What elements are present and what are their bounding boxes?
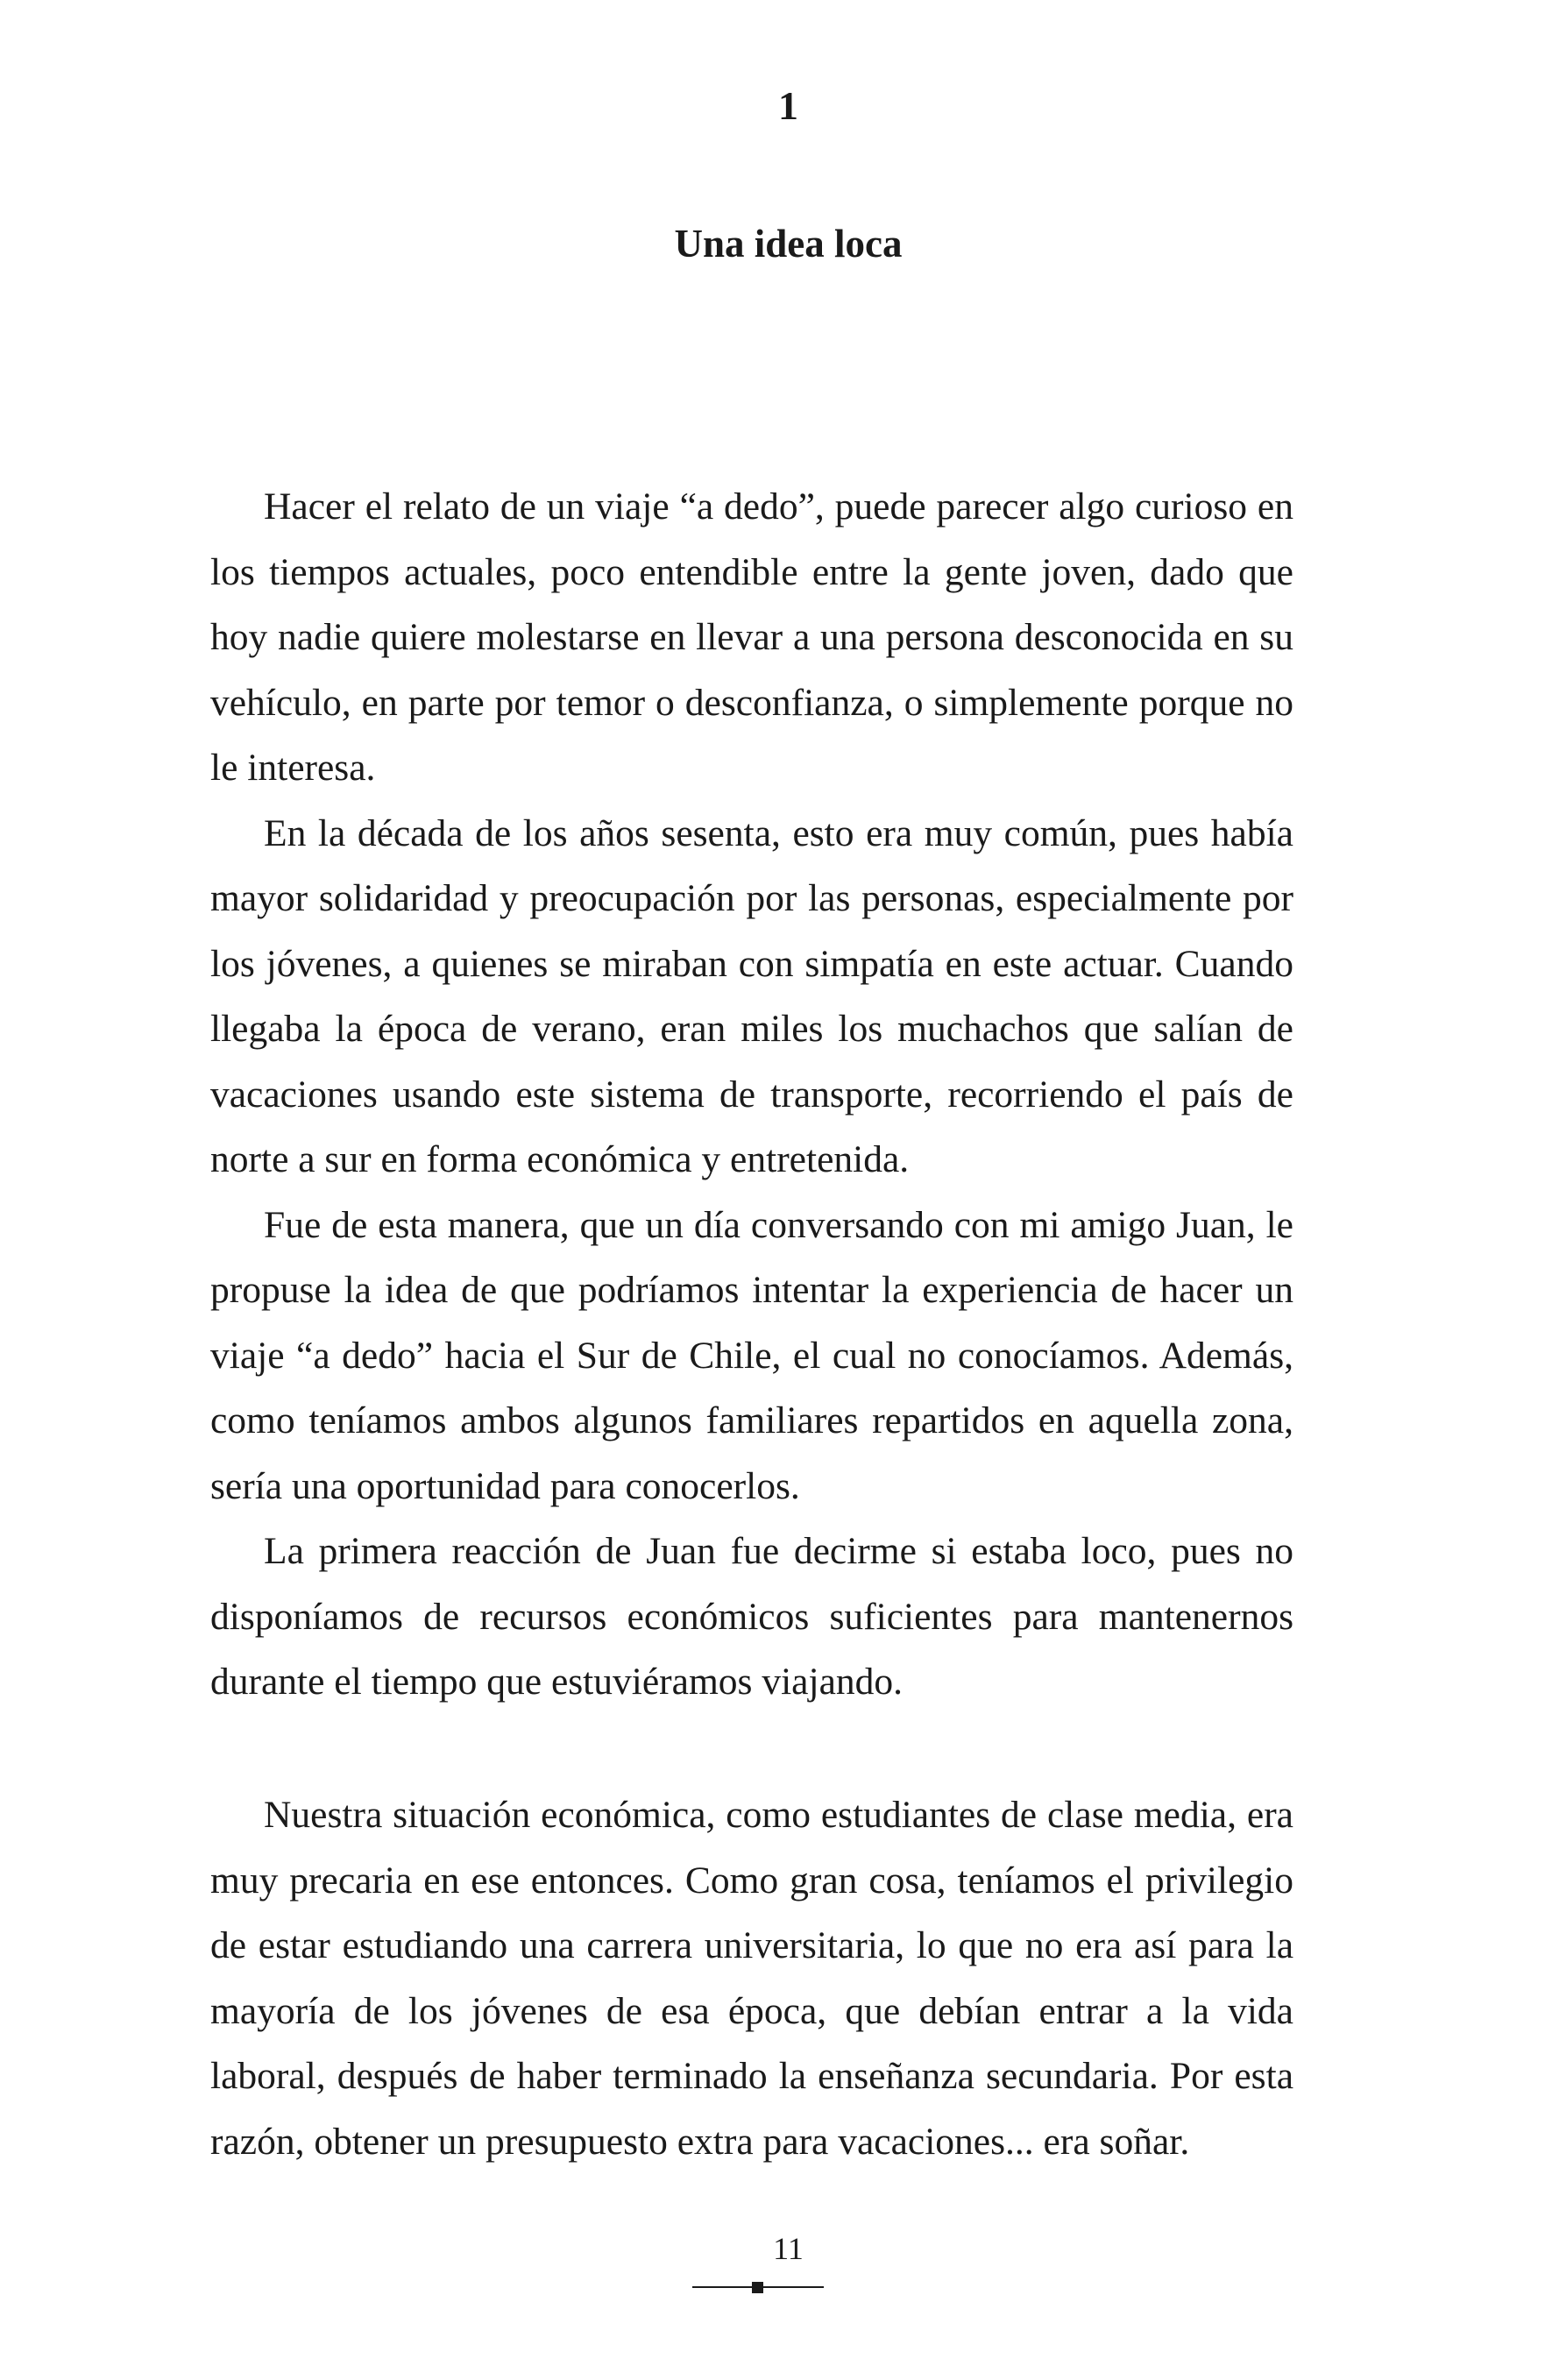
text-block-1 bbox=[210, 474, 1293, 1715]
paragraph: Fue de esta manera, que un día conversando con mi amigo Juan, le propuse la idea de que podríamos intentar la experiencia de hacer un viaje “a dedo” hacia el Sur de Chile, el cual no conocíamos. Además, como teníamos ambos algunos familiares repartidos en aquella zona, sería una oportunidad para conocerlos. bbox=[210, 1203, 1293, 1507]
paragraph: La primera reacción de Juan fue decirme si estaba loco, pues no disponíamos de recursos económicos suficientes para mantenernos durante el tiempo que estuviéramos viajando. bbox=[210, 1530, 1293, 1703]
chapter-title: Una idea loca bbox=[674, 222, 903, 266]
paragraph: Nuestra situación económica, como estudiantes de clase media, era muy precaria en ese entonces. Como gran cosa, teníamos el privilegio de estar estudiando una carrera universitaria, lo que no era así para la mayoría de los jóvenes de esa época, que debían entrar a la vida laboral, después de haber terminado la enseñanza secundaria. Por esta razón, obtener un presupuesto extra para vacaciones... era soñar. bbox=[210, 1794, 1293, 2163]
text-block-2 bbox=[210, 1782, 1293, 2174]
footer-ornament bbox=[692, 2281, 824, 2293]
paragraph: Hacer el relato de un viaje “a dedo”, puede parecer algo curioso en los tiempos actuales, poco entendible entre la gente joven, dado que hoy nadie quiere molestarse en llevar a una persona desconocida en su vehículo, en parte por temor o desconfianza, o simplemente porque no le interesa. bbox=[210, 485, 1293, 789]
ornament-square-icon bbox=[752, 2282, 763, 2293]
page-number: 11 bbox=[773, 2231, 804, 2266]
paragraph: En la década de los años sesenta, esto era muy común, pues había mayor solidaridad y preocupación por las personas, especialmente por los jóvenes, a quienes se miraban con simpatía en este actuar. Cuando llegaba la época de verano, eran miles los muchachos que salían de vacaciones usando este sistema de transporte, recorriendo el país de norte a sur en forma económica y entretenida. bbox=[210, 811, 1293, 1180]
chapter-number: 1 bbox=[778, 83, 798, 128]
